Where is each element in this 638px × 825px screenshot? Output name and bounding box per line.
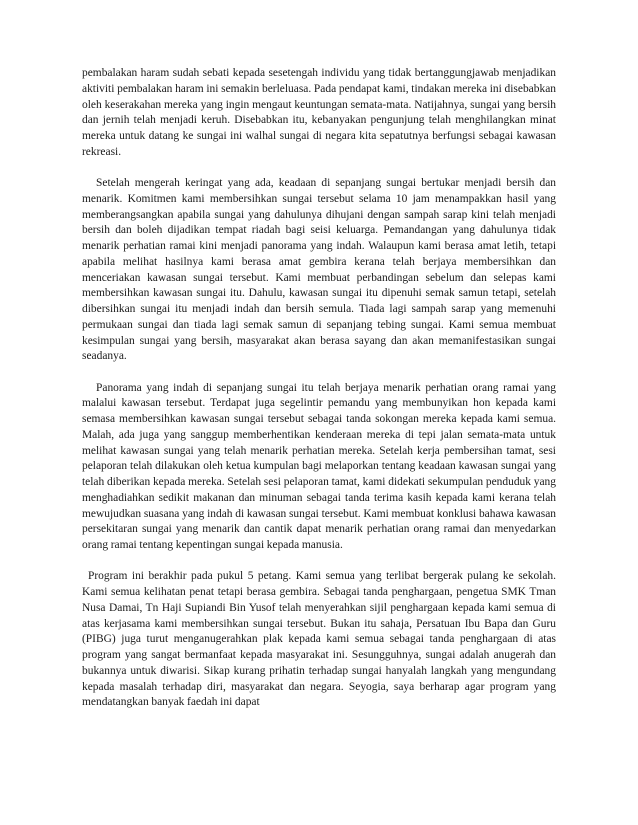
paragraph-2: Setelah mengerah keringat yang ada, keadaan di sepanjang sungai bertukar menjadi bersih dan menarik. Komitmen kami membersihkan sungai tersebut selama 10 jam menampakkan hasil yang memberangsangkan apabila sungai yang dahulunya dihujani dengan sampah sarap kini telah menjadi bersih dan boleh dijadikan tempat riadah bagi seisi keluarga. Pemandangan yang dahulunya tidak menarik perhatian ramai kini menjadi panorama yang indah. Walaupun kami berasa amat letih, tetapi apabila melihat hasilnya kami berasa amat gembira kerana telah berjaya membersihkan dan menceriakan kawasan sungai tersebut. Kami membuat perbandingan sebelum dan selepas kami membersihkan kawasan sungai itu. Dahulu, kawasan sungai itu dipenuhi semak samun tetapi, setelah dibersihkan sungai itu menjadi indah dan bersih semula. Tiada lagi sampah sarap yang memenuhi permukaan sungai dan tiada lagi semak samun di sepanjang tebing sungai. Kami semua membuat kesimpulan sungai yang bersih, masyarakat akan berasa sayang dan akan memanifestasikan sungai seadanya. — [82, 177, 556, 363]
paragraph-4: Program ini berakhir pada pukul 5 petang. Kami semua yang terlibat bergerak pulang ke sekolah. Kami semua kelihatan penat tetapi berasa gembira. Sebagai tanda penghargaan, pengetua SMK Tman Nusa Damai, Tn Haji Supiandi Bin Yusof telah menyerahkan sijil penghargaan kepada kami semua di atas kerjasama kami membersihkan sungai tersebut. Bukan itu sahaja, Persatuan Ibu Bapa dan Guru (PIBG) juga turut menganugerahkan plak kepada kami semua sebagai tanda penghargaan di atas program yang sangat bermanfaat kepada masyarakat ini. Sesungguhnya, sungai adalah anugerah dan bukannya untuk diwarisi. Sikap kurang prihatin terhadap sungai hanyalah langkah yang mengundang kepada masalah terhadap diri, masyarakat dan negara. Seyogia, saya berharap agar program yang mendatangkan banyak faedah ini dapat — [82, 570, 556, 709]
paragraph-3: Panorama yang indah di sepanjang sungai itu telah berjaya menarik perhatian orang ramai yang malalui kawasan tersebut. Terdapat juga segelintir pemandu yang membunyikan hon kepada kami semasa membersihkan kawasan sungai tersebut sebagai tanda sokongan mereka kepada kami semua. Malah, ada juga yang sanggup memberhentikan kenderaan mereka di tepi jalan semata-mata untuk melihat kawasan sungai yang telah menarik perhatian mereka. Setelah kerja pembersihan tamat, sesi pelaporan telah dilakukan oleh ketua kumpulan bagi melaporkan tentang keadaan kawasan sungai yang telah diberikan kepada mereka. Setelah sesi pelaporan tamat, kami didekati sekumpulan penduduk yang menghadiahkan sedikit makanan dan minuman sebagai tanda terima kasih kepada kami kerana telah mewujudkan suasana yang indah di kawasan sungai tersebut. Kami membuat konklusi bahawa kawasan persekitaran sungai yang menarik dan cantik dapat menarik perhatian orang ramai dan menyedarkan orang ramai tentang kepentingan sungai kepada manusia. — [82, 381, 556, 551]
document-body — [82, 66, 556, 711]
paragraph-1: pembalakan haram sudah sebati kepada sesetengah individu yang tidak bertanggungjawab menjadikan aktiviti pembalakan haram ini semakin berleluasa. Pada pendapat kami, tindakan mereka ini disebabkan oleh keserakahan mereka yang ingin mengaut keuntungan semata-mata. Natijahnya, sungai yang bersih dan jernih telah menjadi keruh. Disebabkan itu, kebanyakan pengunjung telah menghilangkan minat mereka untuk datang ke sungai ini walhal sungai di negara kita sepatutnya berfungsi sebagai kawasan rekreasi. — [82, 67, 556, 158]
